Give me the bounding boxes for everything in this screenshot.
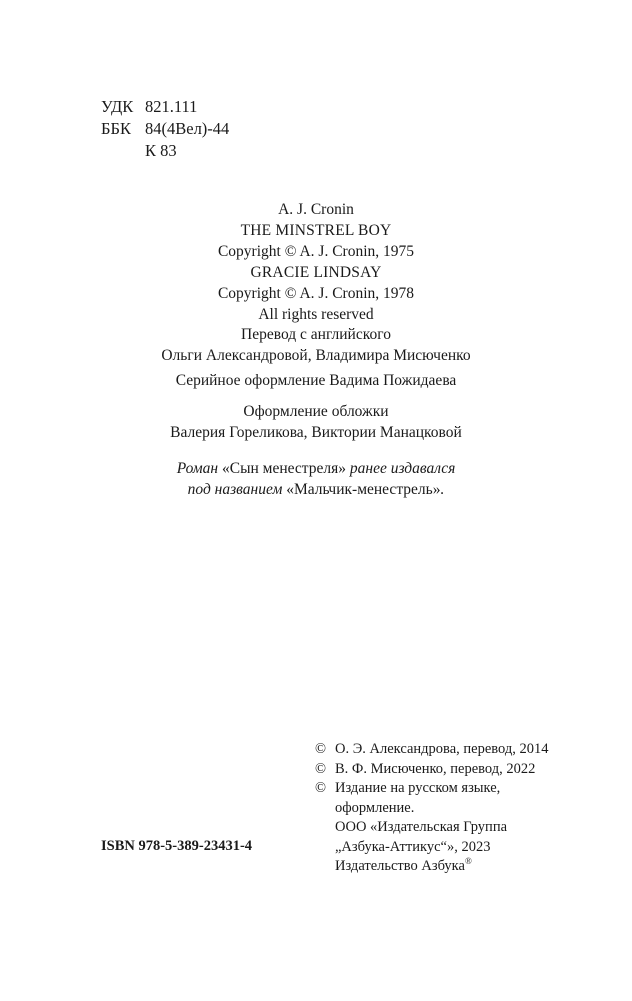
translation-credit: [0, 324, 632, 366]
copyright-holders: [315, 740, 549, 877]
edition-note: [0, 458, 632, 500]
copyright-item-2: © В. Ф. Мисюченко, перевод, 2022: [315, 760, 549, 780]
author-mark-row: [101, 140, 229, 162]
publisher-name: Издательство Азбука: [335, 858, 465, 874]
quoted-title-2: «Мальчик-менестрель»: [286, 481, 441, 498]
cover-design-heading: Оформление обложки: [243, 403, 389, 420]
translation-heading: Перевод с английского: [241, 326, 391, 343]
copyright-symbol: ©: [315, 760, 327, 777]
registered-mark: ®: [464, 856, 472, 867]
copyright-original-1: Copyright © A. J. Cronin, 1975: [217, 243, 415, 260]
bbk-row: [101, 118, 229, 140]
copyright-item-3-line-5: [315, 857, 549, 877]
series-design-credit: [0, 370, 632, 391]
series-design: Серийное оформление Вадима Пожидаева: [175, 372, 457, 389]
copyright-item-3: © Издание на русском языке,: [315, 779, 549, 799]
isbn: ISBN 978-5-389-23431-4: [101, 838, 253, 854]
copyright-original-2: Copyright © A. J. Cronin, 1978: [217, 285, 415, 302]
cover-designers: Валерия Гореликова, Виктории Манацковой: [170, 424, 462, 441]
cover-design-credit: [0, 401, 632, 443]
udk-row: [101, 96, 229, 118]
classification-block: [101, 96, 229, 162]
bbk-value: 84(4Вел)-44: [145, 119, 230, 138]
bbk-label: ББК: [101, 119, 131, 138]
copyright-item-3-line-4: „Азбука-Аттикус“», 2023: [335, 838, 491, 855]
original-author: A. J. Cronin: [278, 201, 354, 218]
copyright-item-1: © О. Э. Александрова, перевод, 2014: [315, 740, 549, 760]
copyright-item-3-line-3: ООО «Издательская Группа: [335, 819, 508, 835]
udk-value: 821.111: [145, 97, 198, 116]
original-title-1: THE MINSTREL BOY: [240, 222, 392, 239]
quoted-title-1: «Сын менестреля»: [221, 460, 346, 477]
original-credits: [0, 199, 632, 325]
copyright-symbol: ©: [315, 741, 327, 757]
author-mark: К 83: [145, 141, 177, 160]
edition-note-line-2: под названием «Мальчик-менестрель».: [187, 481, 445, 498]
edition-note-line-1: Роман «Сын менестреля» ранее издавался: [176, 460, 456, 477]
rights-reserved: All rights reserved: [258, 306, 374, 323]
translators: Ольги Александровой, Владимира Мисюченко: [161, 347, 471, 364]
copyright-symbol: ©: [315, 780, 327, 796]
copyright-item-3-line-2: оформление.: [335, 799, 415, 816]
udk-label: УДК: [101, 97, 134, 116]
original-title-2: GRACIE LINDSAY: [250, 264, 382, 281]
